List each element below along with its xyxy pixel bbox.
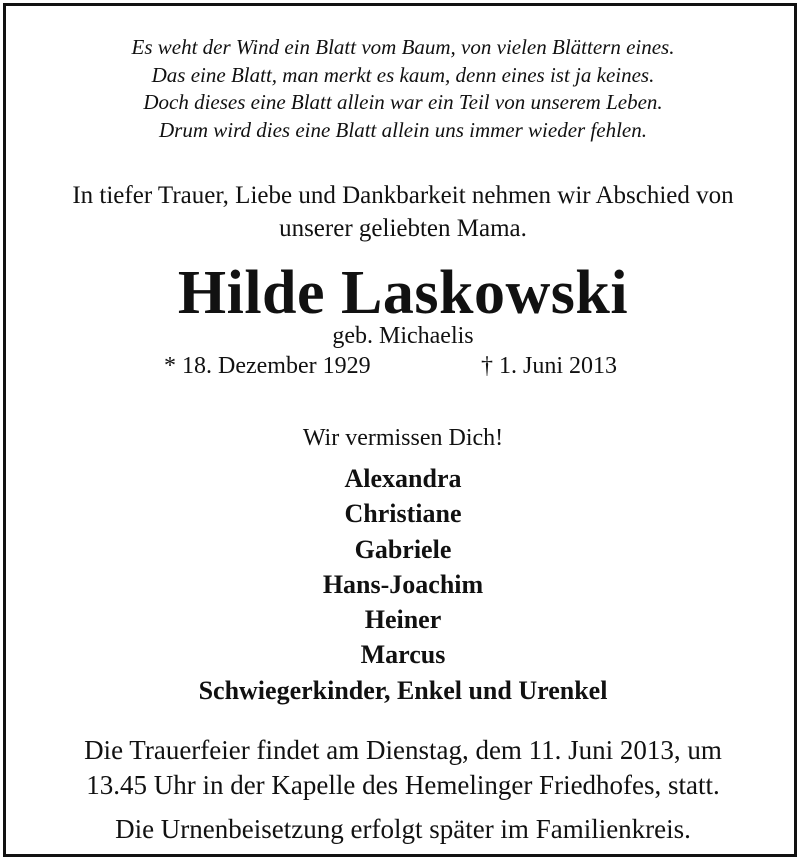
intro-line: In tiefer Trauer, Liebe und Dankbarkeit nehmen wir Abschied von <box>72 182 734 209</box>
family-list <box>6 461 800 708</box>
intro-line: unserer geliebten Mama. <box>279 215 527 242</box>
poem-line: Drum wird dies eine Blatt allein uns immer wieder fehlen. <box>159 117 647 142</box>
poem-line: Doch dieses eine Blatt allein war ein Teil von unserem Leben. <box>143 90 663 114</box>
family-member: Heiner <box>364 605 442 635</box>
family-member: Alexandra <box>344 464 462 493</box>
family-member: Gabriele <box>354 534 452 564</box>
poem-line: Es weht der Wind ein Blatt vom Baum, von vielen Blättern eines. <box>131 35 675 59</box>
service-line: 13.45 Uhr in der Kapelle des Hemelinger Friedhofes, statt. <box>86 770 720 800</box>
birth-date: * 18. Dezember 1929 <box>164 353 371 379</box>
service-line: Die Trauerfeier findet am Dienstag, dem 11. Juni 2013, um <box>84 735 722 765</box>
family-member-group: Schwiegerkinder, Enkel und Urenkel <box>198 675 608 705</box>
notice-frame <box>3 3 797 857</box>
memorial-poem <box>6 34 800 144</box>
intro-text <box>6 179 800 245</box>
service-info <box>6 733 800 803</box>
family-member: Marcus <box>360 640 446 670</box>
death-date: † 1. Juni 2013 <box>481 353 618 379</box>
family-member: Hans-Joachim <box>322 569 484 599</box>
maiden-name: geb. Michaelis <box>332 323 474 349</box>
farewell-text: Wir vermissen Dich! <box>302 425 504 451</box>
deceased-name: Hilde Laskowski <box>177 259 629 327</box>
family-member: Christiane <box>344 499 462 529</box>
urn-burial-note: Die Urnenbeisetzung erfolgt später im Familienkreis. <box>115 814 691 844</box>
poem-line: Das eine Blatt, man merkt es kaum, denn eines ist ja keines. <box>151 62 655 87</box>
